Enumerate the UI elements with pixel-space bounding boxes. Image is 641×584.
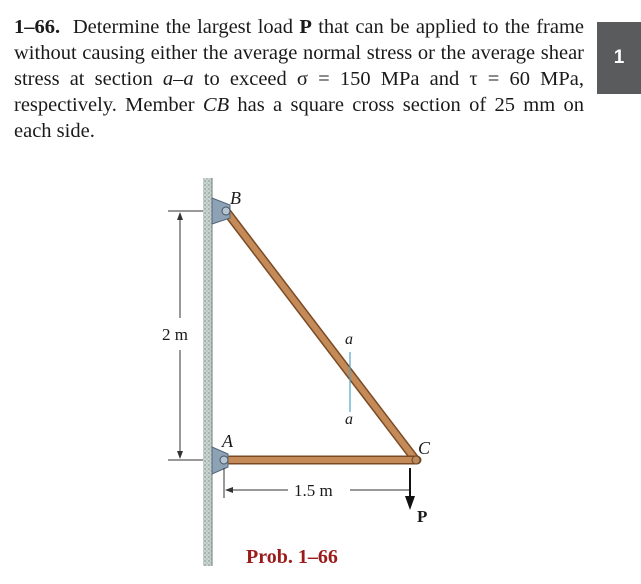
load-label-P: P [417, 507, 428, 526]
member-label: CB [202, 94, 230, 116]
sigma-expression: σ = 150 MPa [296, 68, 420, 90]
wall [203, 178, 212, 566]
label-A: A [222, 431, 233, 451]
label-C: C [418, 438, 431, 458]
label-a-top: a [345, 331, 353, 348]
text-part-2: that can be applied to the frame without causing either the average normal stress or the average shear stress at section [14, 16, 584, 90]
load-symbol: P [299, 16, 312, 38]
width-dim-label: 1.5 m [294, 481, 333, 500]
member-CB-face [226, 211, 415, 459]
text-part-5: , respectively. Member [14, 68, 584, 116]
height-dim-label: 2 m [162, 325, 188, 344]
load-arrow-P [405, 468, 415, 510]
pin-support-A [212, 447, 228, 474]
label-B: B [230, 188, 241, 208]
text-part-6: has a square cross section of 25 mm on each side. [14, 94, 585, 142]
figure-caption: Prob. 1–66 [246, 546, 338, 568]
text-part-3: to exceed [193, 68, 297, 90]
label-a-bottom: a [345, 411, 353, 428]
text-part-1: Determine the largest load [72, 16, 300, 38]
problem-number: 1–66. [14, 16, 61, 38]
tau-expression: τ = 60 MPa [469, 68, 579, 90]
text-part-4: and [419, 68, 470, 90]
chapter-tab: 1 [597, 22, 641, 94]
section-label: a–a [162, 68, 194, 90]
